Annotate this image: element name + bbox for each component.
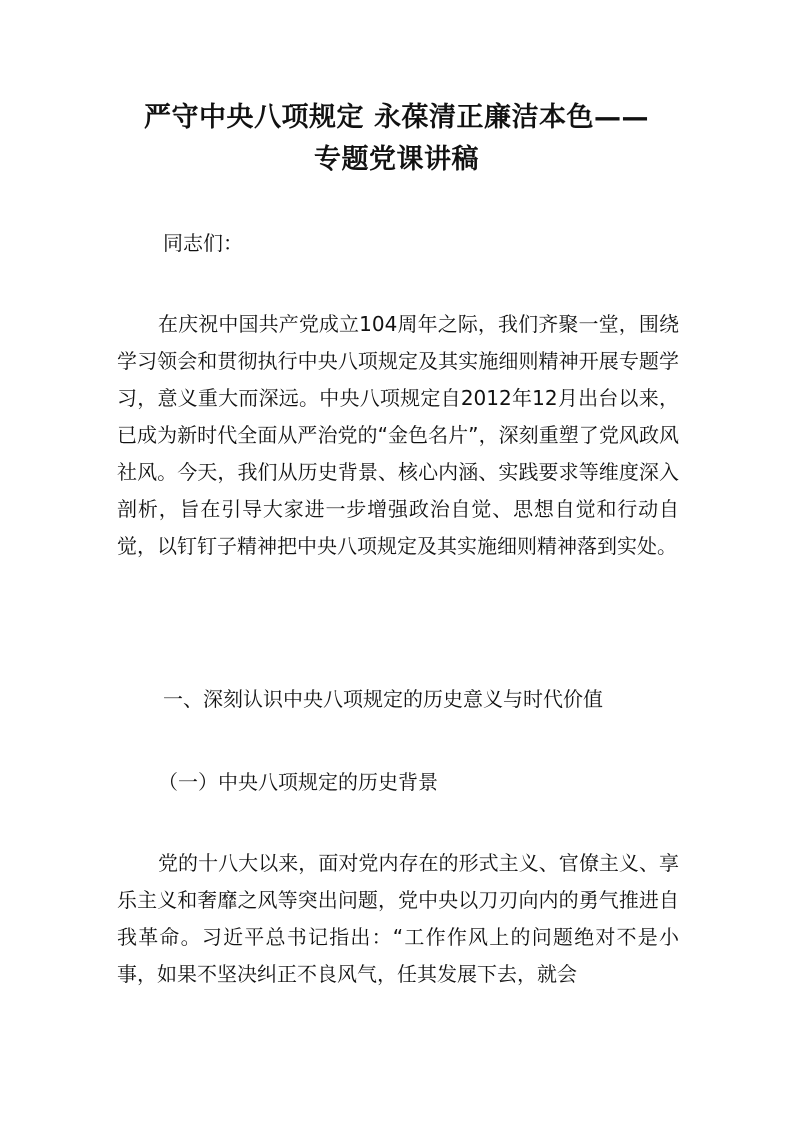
document-title-line-1: 严守中央八项规定 永葆清正廉洁本色——: [144, 102, 649, 133]
paragraph-intro: 在庆祝中国共产党成立104周年之际，我们齐聚一堂，围绕学习领会和贯彻执行中央八项规定及其实施细则精神开展专题学习，意义重大而深远。中央八项规定自2012年12月出台以来，已成为新时代全面从严治党的“金色名片”，深刻重塑了党风政风社风。今天，我们从历史背景、核心内涵、实践要求等维度深入剖析，旨在引导大家进一步增强政治自觉、思想自觉和行动自觉，以钉钉子精神把中央八项规定及其实施细则精神落到实处。: [117, 312, 679, 558]
paragraph-background: 党的十八大以来，面对党内存在的形式主义、官僚主义、享乐主义和奢靡之风等突出问题，党中央以刀刃向内的勇气推进自我革命。习近平总书记指出：“工作作风上的问题绝对不是小事，如果不坚决纠正不良风气，任其发展下去，就会: [117, 851, 679, 986]
greeting: 同志们：: [163, 231, 243, 255]
section-heading-1: 一、深刻认识中央八项规定的历史意义与时代价值: [163, 687, 603, 711]
subsection-heading-1: （一）中央八项规定的历史背景: [158, 770, 438, 794]
document-title-line-2: 专题党课讲稿: [314, 144, 479, 175]
